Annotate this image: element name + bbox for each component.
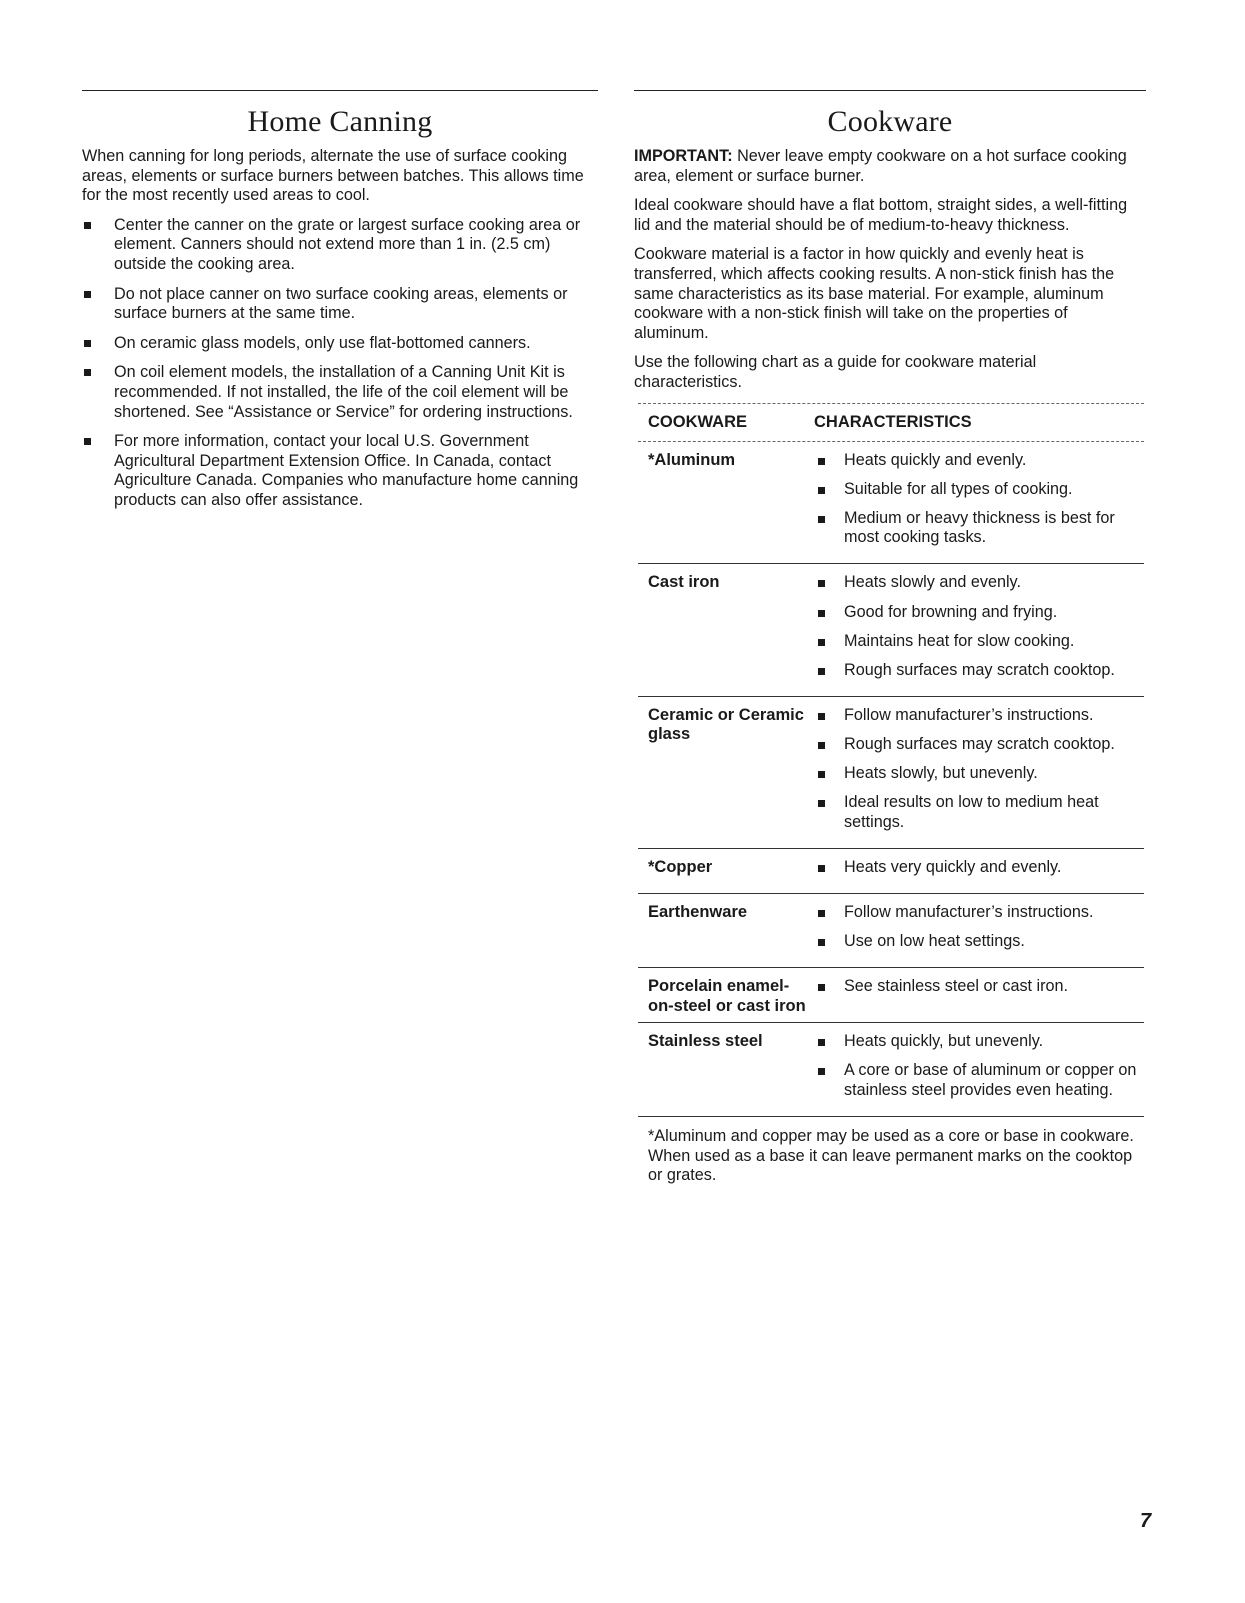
bullet-icon (818, 639, 825, 646)
column-header-cookware: COOKWARE (648, 412, 747, 431)
list-item: Heats quickly, but unevenly. (814, 1032, 1144, 1052)
table-body (638, 442, 1144, 1117)
bullet-icon (818, 771, 825, 778)
cookware-material: Ceramic or Ceramic glass (648, 705, 804, 744)
bullet-icon (84, 291, 91, 298)
characteristics-cell (814, 706, 1144, 842)
table-header (638, 403, 1144, 442)
cookware-section (634, 90, 1146, 1186)
cookware-material: Earthenware (648, 902, 748, 921)
bullet-icon (818, 1068, 825, 1075)
list-item: On coil element models, the installation of a Canning Unit Kit is recommended. If not installed, the life of the coil element will be shortened. See “Assistance or Service” for ordering instructions. (82, 363, 598, 422)
characteristics-cell (814, 451, 1144, 558)
home-canning-section (82, 90, 598, 521)
list-item: Good for browning and frying. (814, 603, 1144, 623)
table-row (638, 894, 1144, 968)
footnote: *Aluminum and copper may be used as a core or base in cookware. When used as a base it can leave permanent marks on the cooktop or grates. (648, 1127, 1134, 1185)
bullet-icon (818, 487, 825, 494)
list-item: Heats quickly and evenly. (814, 451, 1144, 471)
bullet-icon (84, 438, 91, 445)
list-item: Medium or heavy thickness is best for most cooking tasks. (814, 509, 1144, 548)
characteristics-cell (814, 573, 1144, 689)
cookware-material: Cast iron (648, 573, 720, 592)
bullet-icon (818, 1039, 825, 1046)
table-row (638, 1023, 1144, 1117)
cookware-material: *Copper (648, 857, 713, 876)
intro-paragraph: When canning for long periods, alternate the use of surface cooking areas, elements or surface burners between batches. This allows time for the most recently used areas to cool. (82, 147, 584, 205)
list-item: Use on low heat settings. (814, 932, 1144, 952)
list-item: Rough surfaces may scratch cooktop. (814, 735, 1144, 755)
bullet-icon (84, 340, 91, 347)
bullet-icon (818, 910, 825, 917)
column-header-characteristics: CHARACTERISTICS (814, 412, 972, 431)
cookware-material: Stainless steel (648, 1032, 763, 1051)
list-item: For more information, contact your local U.S. Government Agricultural Department Extension Office. In Canada, contact Agriculture Canada. Companies who manufacture home canning products can also offer assistance. (82, 432, 598, 510)
table-row (638, 442, 1144, 565)
list-item: Center the canner on the grate or largest surface cooking area or element. Canners should not extend more than 1 in. (2.5 cm) outside the cooking area. (82, 216, 598, 275)
cookware-table (638, 403, 1144, 1117)
paragraph: Ideal cookware should have a flat bottom, straight sides, a well-fitting lid and the material should be of medium-to-heavy thickness. (634, 196, 1128, 234)
list-item: Heats slowly and evenly. (814, 573, 1144, 593)
bullet-icon (84, 222, 91, 229)
page-number: 7 (1140, 1510, 1152, 1532)
bullet-icon (818, 458, 825, 465)
bullet-icon (818, 713, 825, 720)
bullet-icon (818, 939, 825, 946)
table-row (638, 849, 1144, 894)
table-row (638, 968, 1144, 1023)
list-item: Suitable for all types of cooking. (814, 480, 1144, 500)
bullet-icon (818, 516, 825, 523)
list-item: Ideal results on low to medium heat settings. (814, 793, 1144, 832)
list-item: Maintains heat for slow cooking. (814, 632, 1144, 652)
paragraph: Use the following chart as a guide for cookware material characteristics. (634, 353, 1037, 391)
list-item: See stainless steel or cast iron. (814, 977, 1144, 997)
bullet-icon (818, 668, 825, 675)
list-item: Heats very quickly and evenly. (814, 858, 1144, 878)
list-item: A core or base of aluminum or copper on stainless steel provides even heating. (814, 1061, 1144, 1100)
characteristics-cell (814, 1032, 1144, 1110)
bullet-icon (818, 742, 825, 749)
bullet-icon (818, 610, 825, 617)
section-title: Home Canning (247, 105, 433, 138)
characteristics-cell (814, 977, 1144, 1016)
characteristics-cell (814, 903, 1144, 961)
bullet-icon (818, 984, 825, 991)
list-item: On ceramic glass models, only use flat-bottomed canners. (82, 334, 598, 354)
important-paragraph: IMPORTANT: Never leave empty cookware on a hot surface cooking area, element or surface burner. (634, 147, 1127, 185)
canning-tips-list (82, 216, 598, 511)
list-item: Follow manufacturer’s instructions. (814, 706, 1144, 726)
table-row (638, 564, 1144, 696)
cookware-material: Porcelain enamel-on-steel or cast iron (648, 977, 806, 1015)
bullet-icon (84, 369, 91, 376)
list-item: Heats slowly, but unevenly. (814, 764, 1144, 784)
list-item: Do not place canner on two surface cooking areas, elements or surface burners at the same time. (82, 285, 598, 324)
list-item: Rough surfaces may scratch cooktop. (814, 661, 1144, 681)
list-item: Follow manufacturer’s instructions. (814, 903, 1144, 923)
section-rule (82, 90, 598, 91)
bullet-icon (818, 800, 825, 807)
bullet-icon (818, 580, 825, 587)
paragraph: Cookware material is a factor in how quickly and evenly heat is transferred, which affects cooking results. A non-stick finish has the same characteristics as its base material. For example, aluminum cookware with a non-stick finish will take on the properties of aluminum. (634, 245, 1115, 342)
cookware-material: *Aluminum (648, 450, 736, 469)
table-row (638, 697, 1144, 849)
bullet-icon (818, 865, 825, 872)
section-rule (634, 90, 1146, 91)
characteristics-cell (814, 858, 1144, 887)
section-title: Cookware (827, 105, 953, 138)
